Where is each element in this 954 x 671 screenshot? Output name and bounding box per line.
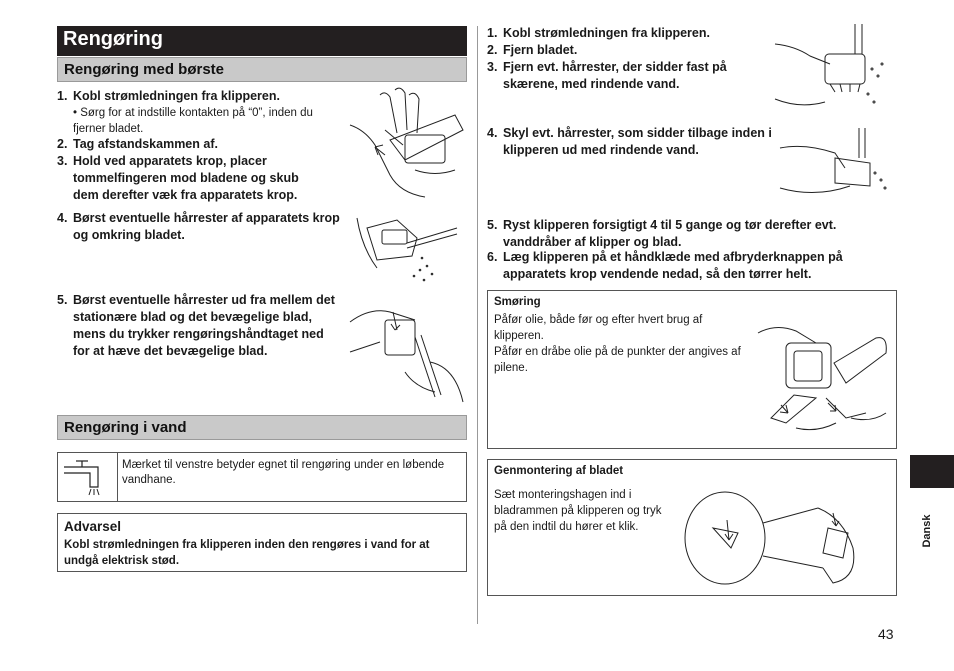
- lubrication-instruction-2: Påfør en dråbe olie på de punkter der angives af pilene.: [494, 346, 741, 374]
- water-step-3: 3. Fjern evt. hårrester, der sidder fast på skærene, med rindende vand.: [487, 60, 727, 91]
- lubrication-box: [487, 290, 897, 449]
- blade-rinse-illustration: [770, 24, 895, 119]
- page-number: 43: [878, 626, 894, 642]
- brush-blade-illustration: [352, 208, 462, 288]
- warning-box: [57, 513, 467, 572]
- water-step-2: 2. Fjern bladet.: [487, 43, 578, 57]
- brush-step-1: 1. Kobl strømledningen fra klipperen. • Sørg for at indstille kontakten på “0”, inden du fjerner bladet.: [57, 88, 342, 137]
- language-tab: [910, 455, 954, 488]
- reassembly-box: [487, 459, 897, 596]
- cleaning-lever-illustration: [345, 292, 467, 407]
- warning-title: Advarsel: [64, 519, 122, 534]
- faucet-icon: [58, 453, 118, 501]
- warning-text: Kobl strømledningen fra klipperen inden den rengøres i vand for at undgå elektrisk stød.: [64, 539, 430, 567]
- reassembly-instruction: Sæt monteringshagen ind i bladrammen på klipperen og tryk på den indtil du hører et klik.: [494, 489, 662, 533]
- brush-step-2: 2. Tag afstandskammen af.: [57, 137, 218, 151]
- column-divider: [477, 26, 478, 624]
- brush-step-4: 4. Børst eventuelle hårrester af apparatets krop og omkring bladet.: [57, 211, 340, 242]
- water-step-1: 1. Kobl strømledningen fra klipperen.: [487, 26, 710, 40]
- brush-step-3: 3. Hold ved apparatets krop, placer tommelfingeren mod bladene og skub dem derefter væk fra apparatets krop.: [57, 154, 299, 202]
- faucet-symbol-cell: [58, 453, 118, 501]
- page-title: Rengøring: [57, 26, 467, 56]
- water-step-4: 4. Skyl evt. hårrester, som sidder tilbage inden i klipperen ud med rindende vand.: [487, 126, 772, 157]
- section-heading-brush: Rengøring med børste: [57, 57, 467, 82]
- reassembly-title: Genmontering af bladet: [494, 465, 624, 477]
- water-symbol-box: [57, 452, 467, 502]
- lubrication-instruction-1: Påfør olie, både før og efter hvert brug af klipperen.: [494, 314, 703, 342]
- blade-reassembly-illustration: [683, 488, 873, 594]
- brush-step-5: 5. Børst eventuelle hårrester ud fra mellem det stationære blad og det bevægelige blad, mens du trykker rengøringshåndtaget ned for at hæve det bevægelige blad.: [57, 293, 335, 358]
- water-step-5: 5. Ryst klipperen forsigtigt 4 til 5 gange og tør derefter evt. vanddråber af klipper og blad.: [487, 218, 837, 249]
- water-step-6: 6. Læg klipperen på et håndklæde med afbryderknappen på apparatets krop vendende nedad, så den tørrer helt.: [487, 250, 843, 281]
- water-symbol-description: Mærket til venstre betyder egnet til rengøring under en løbende vandhane.: [122, 459, 445, 486]
- brush-step-1-note: • Sørg for at indstille kontakten på “0”, inden du fjerner bladet.: [73, 107, 313, 135]
- oil-application-illustration: [756, 313, 894, 438]
- lubrication-title: Smøring: [494, 296, 541, 308]
- section-heading-water: Rengøring i vand: [57, 415, 467, 440]
- clipper-rinse-illustration: [775, 128, 895, 203]
- clipper-blade-removal-illustration: [345, 85, 467, 200]
- language-label: Dansk: [921, 514, 933, 548]
